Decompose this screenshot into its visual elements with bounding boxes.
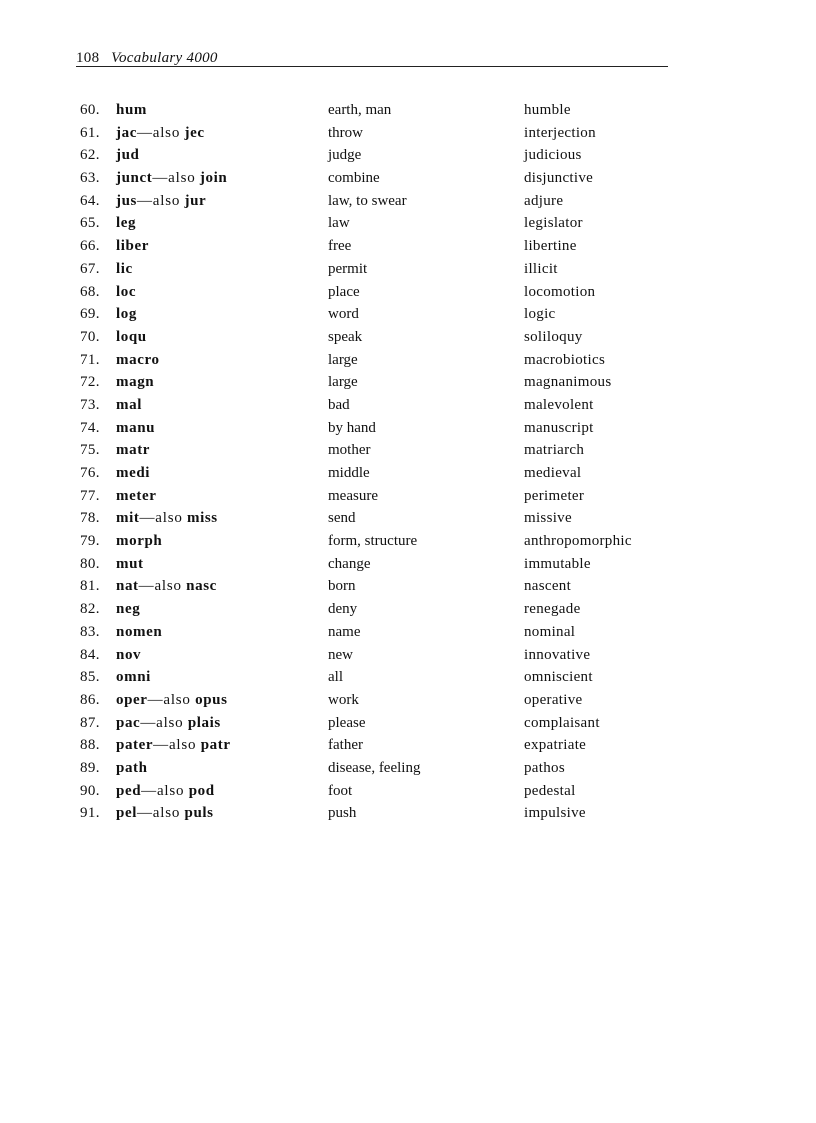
entry-number: 62. [80,147,100,164]
root-cell [116,599,140,619]
root-variant: join [199,170,228,187]
entry-number: 68. [80,283,100,300]
root-meaning: large [328,351,358,368]
also-connector: —also [139,510,183,527]
root-meaning: law, to swear [328,192,407,209]
root-word: log [116,306,137,323]
list-item [0,418,816,441]
root-meaning: word [328,306,359,323]
root-word: loqu [116,328,147,345]
root-cell [116,576,217,596]
list-item [0,168,816,191]
root-word: macro [116,351,160,368]
root-word: path [116,759,148,776]
root-cell [116,282,136,302]
list-item [0,508,816,531]
root-cell [116,440,150,460]
entry-number: 87. [80,714,100,731]
root-meaning: send [328,510,356,527]
root-cell [116,758,148,778]
list-item [0,735,816,758]
example-word: disjunctive [524,170,594,187]
example-word: perimeter [524,487,585,504]
example-word: locomotion [524,283,596,300]
list-item [0,690,816,713]
list-item [0,213,816,236]
root-word: omni [116,669,151,686]
entry-number: 69. [80,306,100,323]
root-variant: plais [187,714,221,731]
example-word: manuscript [524,419,594,436]
also-connector: —also [153,737,197,754]
list-item [0,282,816,305]
list-item [0,304,816,327]
example-word: libertine [524,238,577,255]
example-word: operative [524,691,583,708]
list-item [0,713,816,736]
example-word: adjure [524,192,564,209]
entry-number: 89. [80,759,100,776]
page-number: 108 [76,50,100,66]
root-cell [116,622,162,642]
root-word: neg [116,601,141,618]
list-item [0,667,816,690]
root-word: pac [116,714,141,731]
root-word: magn [116,374,155,391]
root-meaning: combine [328,170,380,187]
root-cell [116,100,147,120]
root-meaning: place [328,283,360,300]
entry-number: 61. [80,124,100,141]
list-item [0,395,816,418]
root-meaning: change [328,555,371,572]
root-cell [116,259,133,279]
list-item [0,599,816,622]
entry-number: 75. [80,442,100,459]
root-variant: miss [187,510,218,527]
entry-number: 81. [80,578,100,595]
root-meaning: large [328,374,358,391]
root-meaning: free [328,238,352,255]
root-meaning: middle [328,465,370,481]
root-word: ped [116,782,142,799]
root-meaning: mother [328,442,371,459]
book-title: Vocabulary 4000 [111,50,218,66]
root-meaning: deny [328,601,358,618]
root-cell [116,350,160,370]
root-meaning: form, structure [328,533,418,550]
root-word: morph [116,533,163,550]
root-cell [116,803,214,823]
root-variant: nasc [186,578,217,595]
root-meaning: father [328,737,363,754]
entry-number: 73. [80,396,100,413]
list-item [0,372,816,395]
list-item [0,758,816,781]
list-item [0,803,816,826]
entry-number: 85. [80,669,100,686]
root-word: medi [116,465,151,481]
root-meaning: speak [328,328,363,345]
entry-number: 82. [80,601,100,618]
list-item [0,486,816,509]
example-word: pedestal [524,782,576,799]
root-word: jac [116,124,137,141]
entry-number: 86. [80,691,100,708]
example-word: logic [524,306,556,323]
root-cell [116,531,162,551]
example-word: pathos [524,759,565,776]
list-item [0,191,816,214]
list-item [0,576,816,599]
example-word: medieval [524,465,582,481]
root-word: manu [116,419,156,436]
also-connector: —also [136,124,181,141]
root-word: mit [116,510,140,527]
entry-number: 84. [80,646,100,663]
also-connector: —also [136,192,181,209]
entry-number: 66. [80,238,100,255]
example-word: immutable [524,555,591,572]
list-item [0,236,816,259]
root-word: matr [116,442,151,459]
entry-number: 78. [80,510,100,527]
also-connector: —also [140,714,184,731]
root-cell [116,463,150,483]
root-word: loc [116,283,137,300]
entry-number: 60. [80,102,100,118]
root-meaning: all [328,669,343,686]
root-variant: jur [184,192,207,209]
entry-number: 72. [80,374,100,391]
example-word: humble [524,102,571,118]
root-cell [116,145,139,165]
list-item [0,531,816,554]
root-variant: jec [184,124,205,141]
root-cell [116,781,215,801]
root-meaning: permit [328,260,368,277]
list-item [0,440,816,463]
root-word: liber [116,238,149,255]
root-word: pater [116,737,154,754]
root-meaning: work [328,691,359,708]
root-cell [116,713,221,733]
example-word: complaisant [524,714,600,731]
root-word: junct [116,170,153,187]
root-word: mut [116,555,144,572]
root-meaning: name [328,623,361,640]
list-item [0,463,816,486]
example-word: matriarch [524,442,585,459]
example-word: magnanimous [524,374,612,391]
list-item [0,259,816,282]
root-variant: pod [188,782,215,799]
root-variant: puls [184,805,214,822]
root-meaning: push [328,805,357,822]
root-word: nat [116,578,139,595]
root-cell [116,418,155,438]
example-word: macrobiotics [524,351,606,368]
root-cell [116,395,142,415]
example-word: legislator [524,215,583,232]
root-word: pel [116,805,137,822]
example-word: missive [524,510,572,527]
entry-number: 91. [80,805,100,822]
root-meaning: earth, man [328,102,392,118]
root-word: jus [116,192,137,209]
entry-number: 88. [80,737,100,754]
example-word: anthropomorphic [524,533,632,550]
root-word: hum [116,102,147,118]
entry-number: 76. [80,465,100,481]
entry-number: 74. [80,419,100,436]
entry-number: 83. [80,623,100,640]
root-cell [116,123,205,143]
root-meaning: please [328,714,366,731]
also-connector: —also [136,805,181,822]
root-cell [116,690,228,710]
entry-number: 77. [80,487,100,504]
root-cell [116,168,227,188]
root-word: oper [116,691,148,708]
root-variant: patr [200,737,231,754]
root-word: meter [116,487,157,504]
also-connector: —also [147,691,191,708]
root-cell [116,554,144,574]
example-word: judicious [524,147,582,164]
root-meaning: new [328,646,353,663]
list-item [0,554,816,577]
example-word: expatriate [524,737,587,754]
root-meaning: foot [328,782,353,799]
list-item [0,100,816,123]
root-cell [116,508,218,528]
example-word: omniscient [524,669,593,686]
example-word: malevolent [524,396,594,413]
entry-number: 64. [80,192,100,209]
list-item [0,327,816,350]
example-word: nascent [524,578,572,595]
also-connector: —also [152,170,196,187]
root-cell [116,304,137,324]
entry-number: 67. [80,260,100,277]
root-meaning: by hand [328,419,376,436]
root-variant: opus [195,691,228,708]
example-word: soliloquy [524,328,583,345]
example-word: renegade [524,601,581,618]
list-item [0,123,816,146]
root-meaning: throw [328,124,363,141]
root-meaning: measure [328,487,378,504]
root-cell [116,236,149,256]
word-root-list [0,100,816,826]
root-word: leg [116,215,137,232]
root-meaning: judge [328,147,362,164]
list-item [0,350,816,373]
list-item [0,645,816,668]
also-connector: —also [138,578,182,595]
example-word: innovative [524,646,591,663]
example-word: illicit [524,260,558,277]
root-cell [116,735,231,755]
root-meaning: born [328,578,356,595]
root-cell [116,191,206,211]
entry-number: 71. [80,351,100,368]
root-word: nov [116,646,142,663]
root-meaning: disease, feeling [328,759,421,776]
entry-number: 79. [80,533,100,550]
root-meaning: bad [328,396,350,413]
example-word: impulsive [524,805,586,822]
root-cell [116,486,156,506]
root-cell [116,667,151,687]
entry-number: 80. [80,555,100,572]
entry-number: 70. [80,328,100,345]
list-item [0,781,816,804]
root-meaning: law [328,215,350,232]
entry-number: 65. [80,215,100,232]
also-connector: —also [141,782,185,799]
entry-number: 90. [80,782,100,799]
root-cell [116,645,141,665]
example-word: interjection [524,124,596,141]
entry-number: 63. [80,170,100,187]
root-cell [116,372,154,392]
list-item [0,622,816,645]
root-word: lic [116,260,133,277]
list-item [0,145,816,168]
root-cell [116,327,147,347]
root-word: mal [116,396,142,413]
example-word: nominal [524,623,576,640]
root-word: nomen [116,623,163,640]
root-word: jud [116,147,140,164]
running-header [76,50,668,67]
root-cell [116,213,136,233]
